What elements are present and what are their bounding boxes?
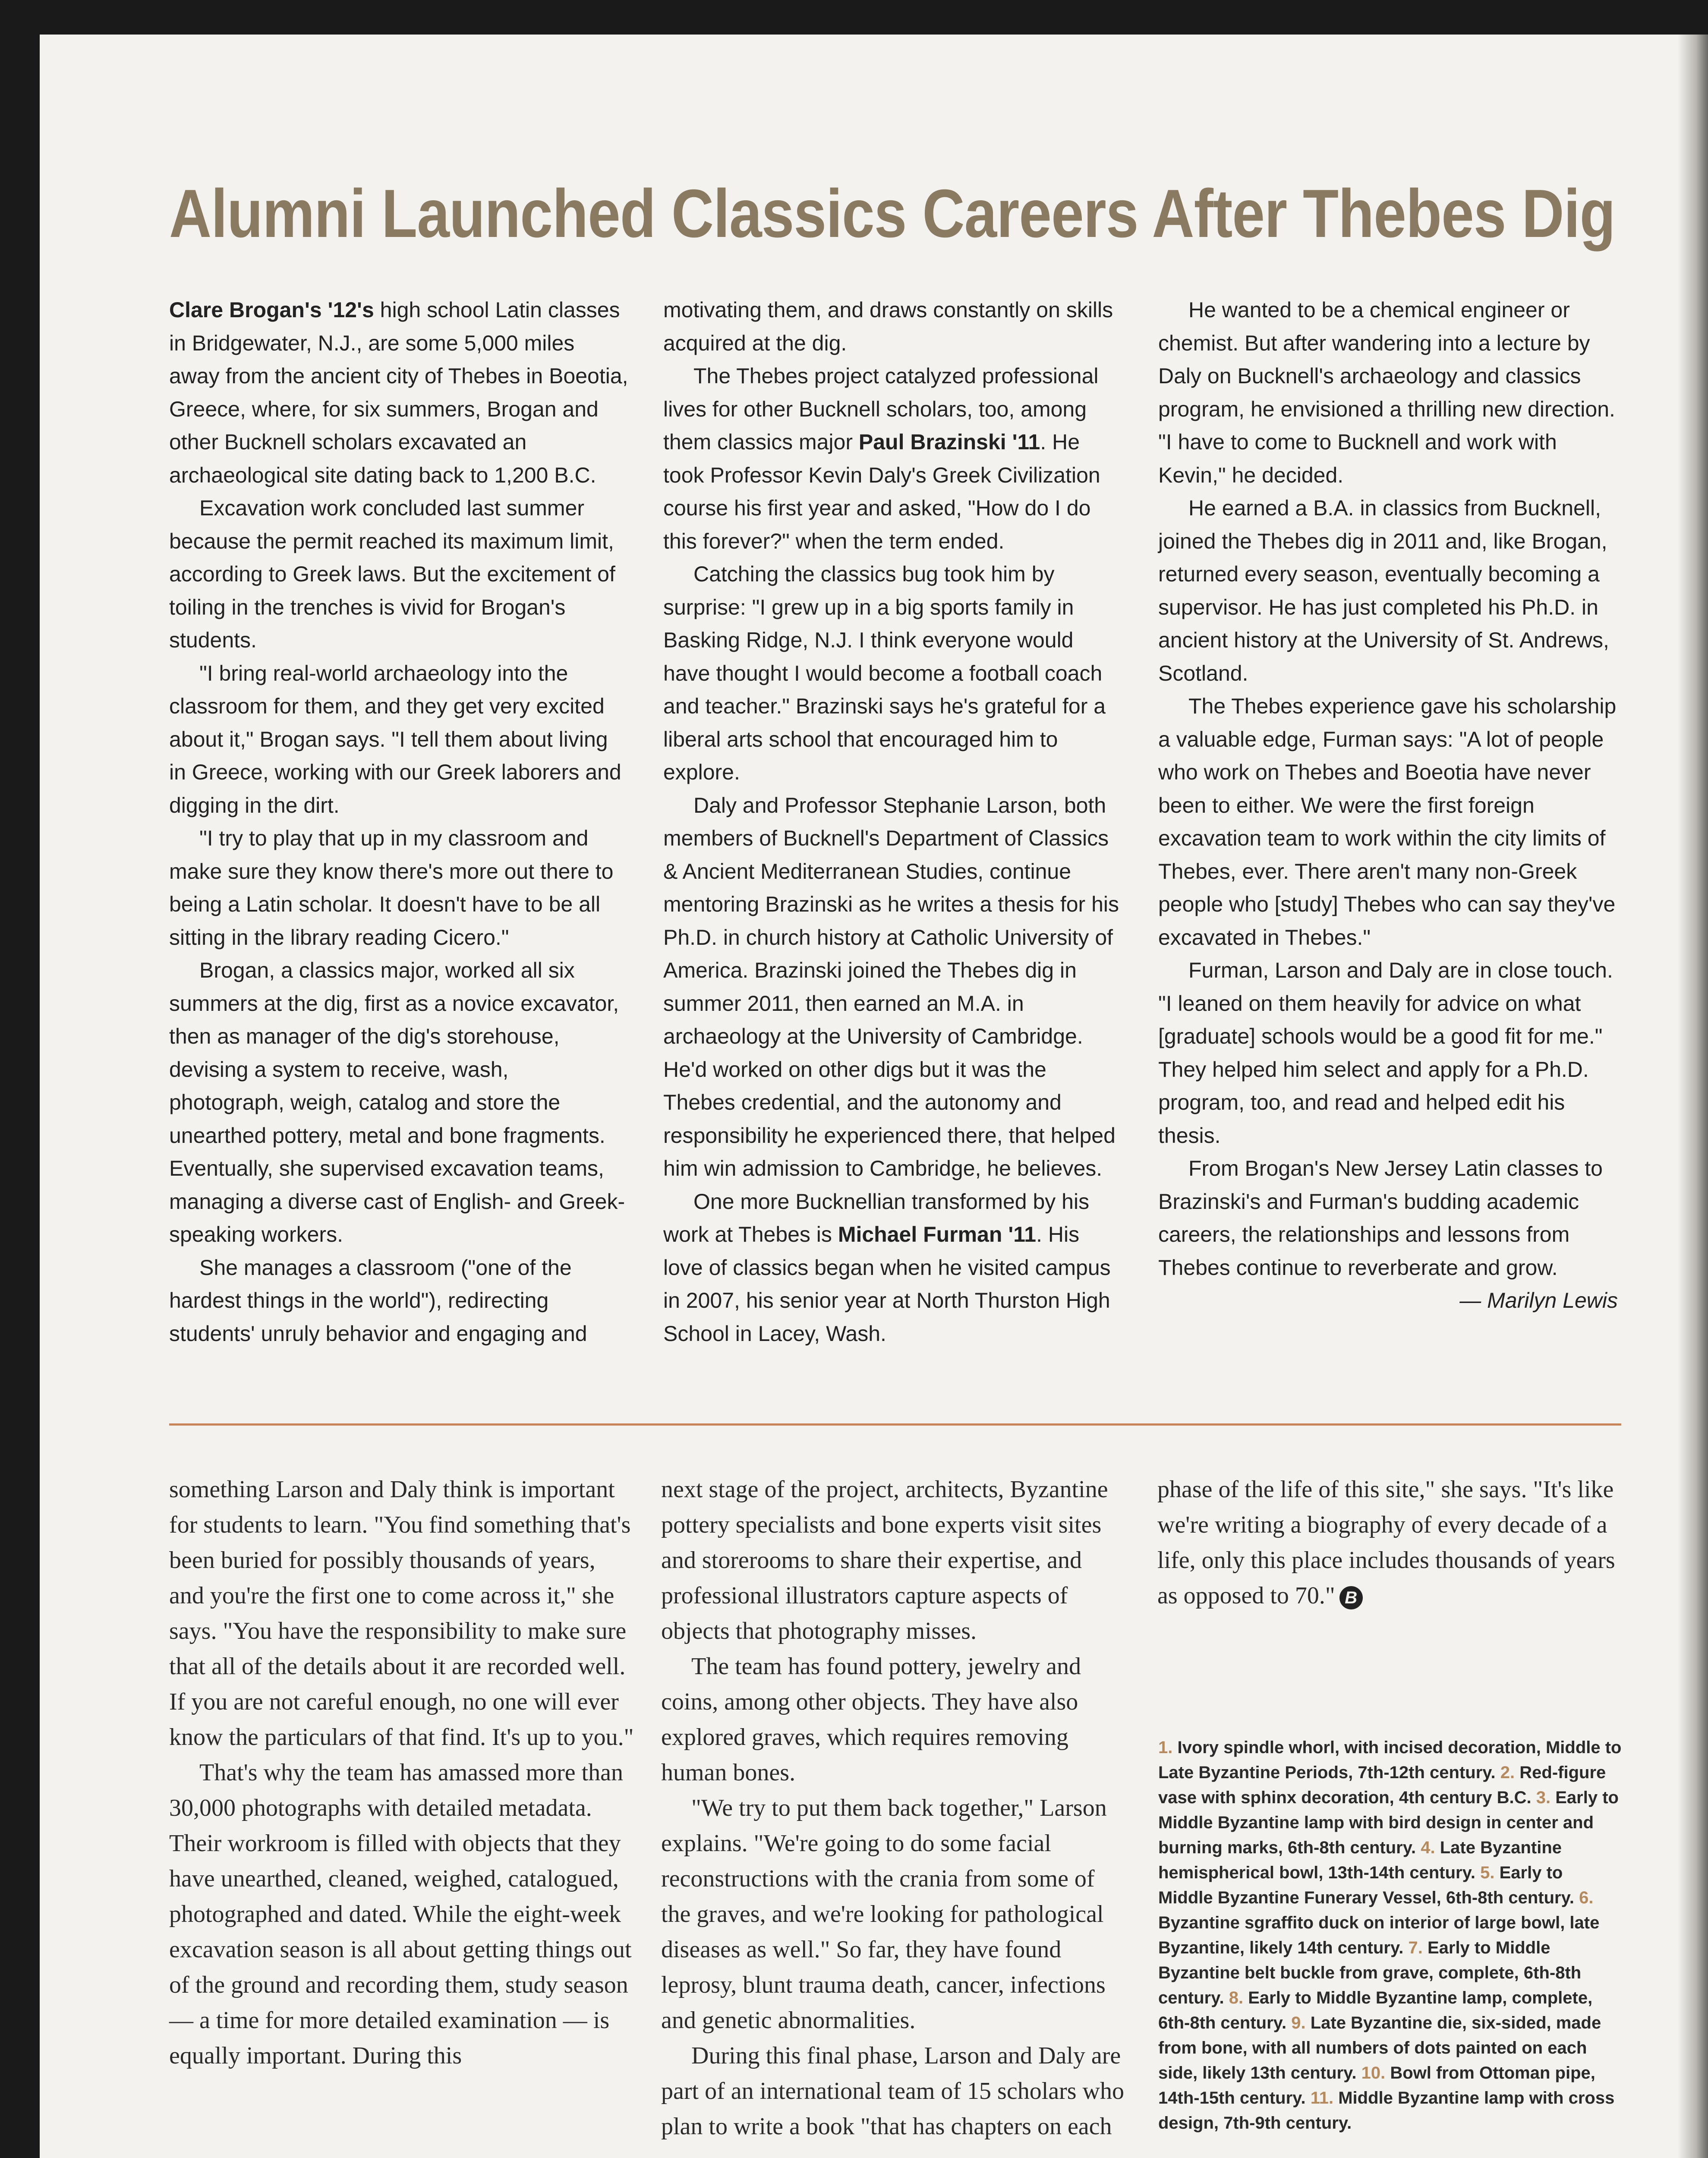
caption-text: Early to Middle Byzantine lamp, complete, 6th-8th century. [1158, 1988, 1593, 2032]
paragraph: Daly and Professor Stephanie Larson, both members of Bucknell's Department of Classics & Ancient Mediterranean Studies, continue mentoring Brazinski as he writes a thesis for his Ph.D. in church history at Catholic University of America. Brazinski joined the Thebes dig in summer 2011, then earned an M.A. in archaeology at the University of Cambridge. He'd worked on other digs but it was the Thebes credential, and the autonomy and responsibility he experienced there, that helped him win admission to Cambridge, he believes. [663, 793, 1119, 1180]
paragraph: One more Bucknellian transformed by his work at Thebes is Michael Furman '11. His love of classics began when he visited campus in 2007, his senior year at North Thurston High School in Lacey, Wash. [663, 1189, 1111, 1346]
sidebar-column-2 [663, 293, 1123, 1350]
story-column-2 [661, 1472, 1127, 2144]
article-title: Alumni Launched Classics Careers After Thebes Dig [169, 176, 1615, 252]
paragraph: Excavation work concluded last summer because the permit reached its maximum limit, according to Greek laws. But the excitement of toiling in the trenches is vivid for Brogan's students. [169, 496, 615, 652]
caption-number: 1. [1158, 1738, 1173, 1757]
alumni-name: Michael Furman '11 [838, 1222, 1037, 1246]
paragraph: "We try to put them back together," Larson explains. "We're going to do some facial reconstructions with the crania from some of the graves, and we're looking for pathological diseases as well." So far, they have found leprosy, blunt trauma death, cancer, infections and genetic abnormalities. [661, 1795, 1107, 2034]
story-column-1 [169, 1472, 635, 2073]
sidebar-column-1 [169, 293, 629, 1350]
caption-text: Late Byzantine die, six-sided, made from bone, with all numbers of dots painted on each side, likely 13th century. [1158, 2013, 1601, 2082]
caption-text: Early to Middle Byzantine Funerary Vessel, 6th-8th century. [1158, 1863, 1574, 1907]
caption-text: Byzantine sgraffito duck on interior of large bowl, late Byzantine, likely 14th century. [1158, 1913, 1600, 1957]
end-mark-logo-icon: B [1339, 1586, 1363, 1609]
caption-text: Ivory spindle whorl, with incised decoration, Middle to Late Byzantine Periods, 7th-12th century. [1158, 1738, 1622, 1782]
story-column-3 [1157, 1472, 1623, 1613]
caption-number: 2. [1500, 1763, 1515, 1782]
caption-text: Early to Middle Byzantine lamp with bird design in center and burning marks, 6th-8th century. [1158, 1788, 1619, 1857]
caption-number: 3. [1536, 1788, 1551, 1807]
paragraph: He wanted to be a chemical engineer or chemist. But after wandering into a lecture by Daly on Bucknell's archaeology and classics program, he envisioned a thrilling new direction. "I have to come to Bucknell and work with Kevin," he decided. [1158, 298, 1615, 487]
caption-text: Middle Byzantine lamp with cross design, 7th-9th century. [1158, 2089, 1615, 2133]
paragraph: From Brogan's New Jersey Latin classes to Brazinski's and Furman's budding academic careers, the relationships and lessons from Thebes continue to reverberate and grow. [1158, 1156, 1603, 1280]
paragraph: Furman, Larson and Daly are in close touch. "I leaned on them heavily for advice on what [graduate] schools would be a good fit for me." They helped him select and apply for a Ph.D. program, too, and read and helped edit his thesis. [1158, 958, 1613, 1148]
paragraph: Clare Brogan's '12's high school Latin classes in Bridgewater, N.J., are some 5,000 miles away from the ancient city of Thebes in Boeotia, Greece, where, for six summers, Brogan and other Bucknell scholars excavated an archaeological site dating back to 1,200 B.C. [169, 298, 628, 487]
paragraph: motivating them, and draws constantly on skills acquired at the dig. [663, 298, 1113, 355]
paragraph: The Thebes project catalyzed professional lives for other Bucknell scholars, too, among them classics major Paul Brazinski '11. He took Professor Kevin Daly's Greek Civilization course his first year and asked, "How do I do this forever?" when the term ended. [663, 364, 1100, 553]
caption-number: 11. [1310, 2089, 1334, 2108]
paragraph: "I try to play that up in my classroom and make sure they know there's more out there to being a Latin scholar. It doesn't have to be all sitting in the library reading Cicero." [169, 826, 614, 950]
alumni-name: Clare Brogan's '12's [169, 298, 374, 322]
alumni-name: Paul Brazinski '11 [858, 430, 1040, 454]
caption-text: Red-figure vase with sphinx decoration, 4th century B.C. [1158, 1763, 1606, 1807]
paragraph: phase of the life of this site," she says. "It's like we're writing a biography of every decade of a life, only this place includes thousands of years as opposed to 70." B [1157, 1476, 1615, 1609]
page-spine-shadow [1678, 35, 1708, 2158]
caption-number: 5. [1480, 1863, 1495, 1882]
paragraph: "I bring real-world archaeology into the classroom for them, and they get very excited about it," Brogan says. "I tell them about living in Greece, working with our Greek laborers and digging in the dirt. [169, 661, 621, 817]
caption-number: 7. [1408, 1938, 1423, 1957]
paragraph: Brogan, a classics major, worked all six summers at the dig, first as a novice excavator, then as manager of the dig's storehouse, devising a system to receive, wash, photograph, weigh, catalog and store the unearthed pottery, metal and bone fragments. Eventually, she supervised excavation teams, managing a diverse cast of English- and Greek-speaking workers. [169, 958, 625, 1246]
author-signature: — Marilyn Lewis [1459, 1288, 1618, 1312]
caption-number: 8. [1229, 1988, 1244, 2007]
caption-number: 4. [1421, 1838, 1435, 1857]
caption-text: Early to Middle Byzantine belt buckle from grave, complete, 6th-8th century. [1158, 1938, 1582, 2007]
paragraph: During this final phase, Larson and Daly are part of an international team of 15 scholars who plan to write a book "that has chapters on each [661, 2042, 1124, 2140]
section-divider [169, 1423, 1621, 1426]
magazine-page [40, 35, 1708, 2158]
paragraph: something Larson and Daly think is important for students to learn. "You find something that's been buried for possibly thousands of years, and you're the first one to come across it," she says. "You have the responsibility to make sure that all of the details about it are recorded well. If you are not careful enough, no one will ever know the particulars of that find. It's up to you." [169, 1476, 634, 1751]
paragraph: The Thebes experience gave his scholarship a valuable edge, Furman says: "A lot of people who work on Thebes and Boeotia have never been to either. We were the first foreign excavation team to work within the city limits of Thebes, ever. There aren't many non-Greek people who [study] Thebes who can say they've excavated in Thebes." [1158, 694, 1617, 950]
paragraph: He earned a B.A. in classics from Bucknell, joined the Thebes dig in 2011 and, like Brogan, returned every season, eventually becoming a supervisor. He has just completed his Ph.D. in ancient history at the University of St. Andrews, Scotland. [1158, 496, 1609, 685]
caption-text: Late Byzantine hemispherical bowl, 13th-14th century. [1158, 1838, 1562, 1882]
caption-number: 10. [1361, 2063, 1386, 2082]
photo-captions [1158, 1735, 1622, 2136]
caption-number: 6. [1579, 1888, 1594, 1907]
paragraph: She manages a classroom ("one of the hardest things in the world"), redirecting students' unruly behavior and engaging and [169, 1255, 587, 1346]
caption-number: 9. [1291, 2013, 1306, 2032]
paragraph: That's why the team has amassed more than 30,000 photographs with detailed metadata. Their workroom is filled with objects that they have unearthed, cleaned, weighed, catalogued, photographed and dated. While the eight-week excavation season is all about getting things out of the ground and recording them, study season — a time for more detailed examination — is equally important. During this [169, 1759, 632, 2069]
paragraph: Catching the classics bug took him by surprise: "I grew up in a big sports family in Basking Ridge, N.J. I think everyone would have thought I would become a football coach and teacher." Brazinski says he's grateful for a liberal arts school that encouraged him to explore. [663, 562, 1106, 784]
paragraph: The team has found pottery, jewelry and coins, among other objects. They have also explored graves, which requires removing human bones. [661, 1653, 1081, 1786]
sidebar-column-3 [1158, 293, 1618, 1317]
paragraph: next stage of the project, architects, Byzantine pottery specialists and bone experts visit sites and storerooms to share their expertise, and professional illustrators capture aspects of objects that photography misses. [661, 1476, 1108, 1644]
caption-text: Bowl from Ottoman pipe, 14th-15th century. [1158, 2063, 1595, 2108]
